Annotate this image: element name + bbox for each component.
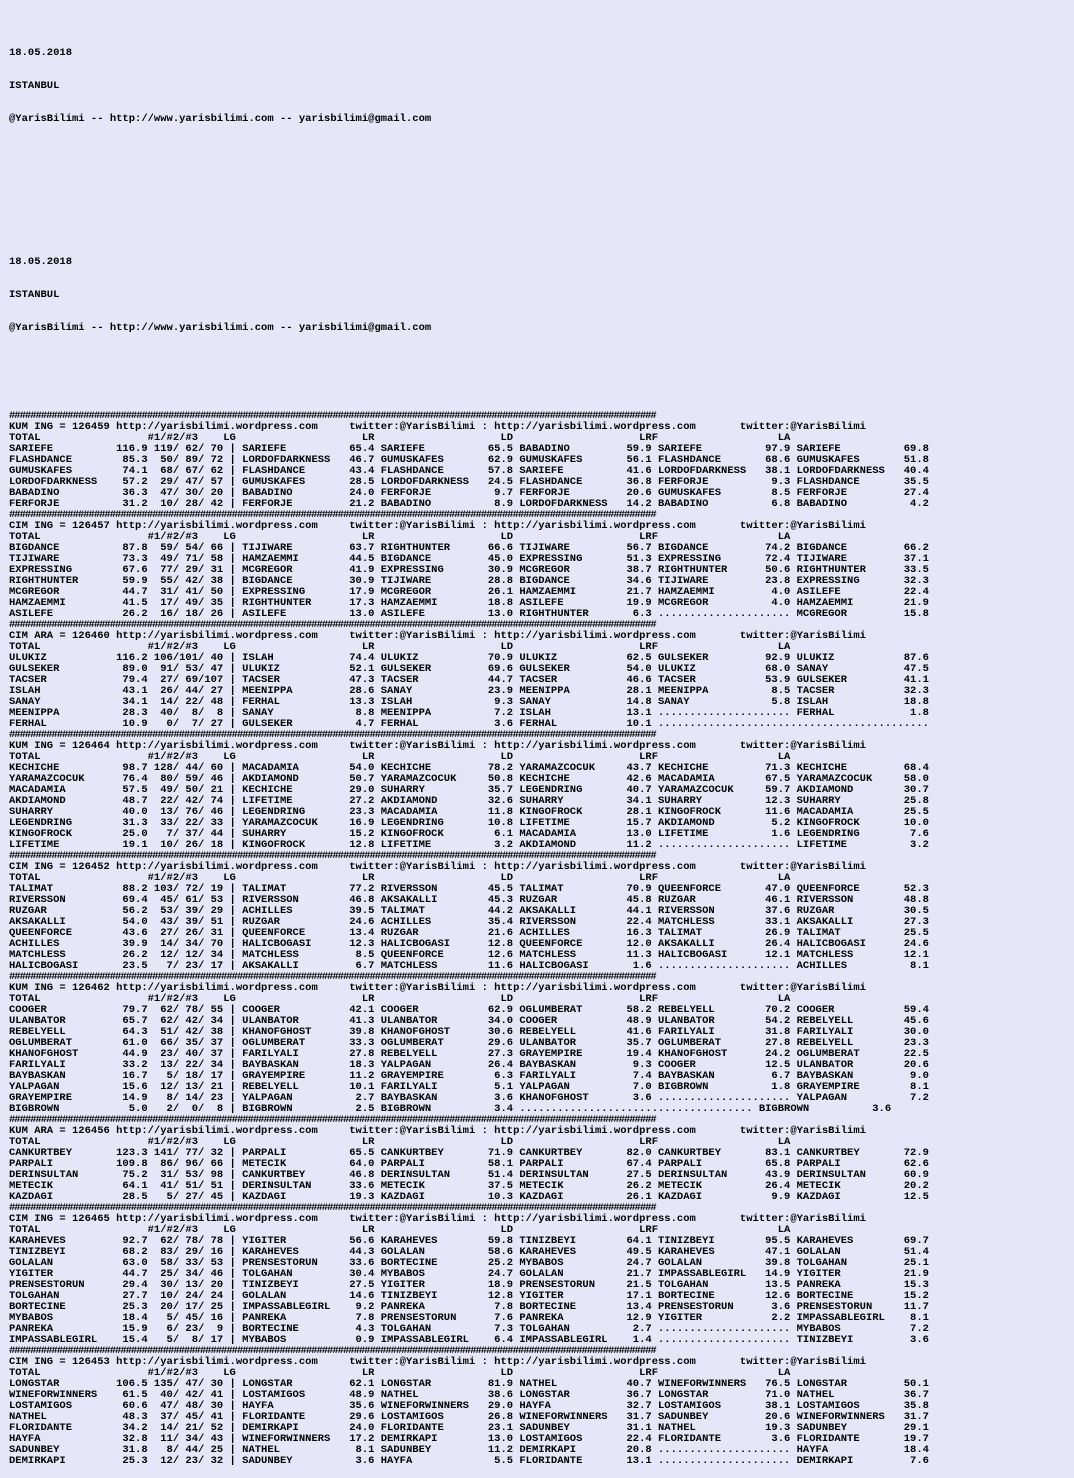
horse-row: LEGENDRING 31.3 33/ 22/ 33 | YARAMAZCOCUK 16.9 LEGENDRING 10.8 LIFETIME 15.7 AKDIAMOND 5.2 KINGOFROCK 10.0 (9, 817, 929, 829)
race-block (9, 1346, 1074, 1467)
horse-row: TIJIWARE 73.3 49/ 71/ 58 | HAMZAEMMI 44.5 BIGDANCE 45.0 EXPRESSING 51.3 EXPRESSING 72.4 TIJIWARE 37.1 (9, 553, 929, 565)
horse-row: YIGITER 44.7 25/ 34/ 46 | TOLGAHAN 30.4 MYBABOS 24.7 GOLALAN 21.7 IMPASSABLEGIRL 14.9 YIGITER 21.9 (9, 1268, 929, 1280)
horse-row: TINIZBEYI 68.2 83/ 29/ 16 | KARAHEVES 44.3 GOLALAN 58.6 KARAHEVES 49.5 KARAHEVES 47.1 GOLALAN 51.4 (9, 1246, 929, 1258)
separator-line: ########################################################################################################################## (9, 971, 656, 983)
race-title: KUM ING = 126464 http://yarisbilimi.wordpress.com twitter:@YarisBilimi : http://yarisbilimi.wordpress.com twitter:@YarisBilimi (9, 740, 866, 752)
horse-row: KAZDAGI 28.5 5/ 27/ 45 | KAZDAGI 19.3 KAZDAGI 10.3 KAZDAGI 26.1 KAZDAGI 9.9 KAZDAGI 12.5 (9, 1191, 929, 1203)
horse-row: HAMZAEMMI 41.5 17/ 49/ 35 | RIGHTHUNTER 17.3 HAMZAEMMI 18.8 ASILEFE 19.9 MCGREGOR 4.0 HAMZAEMMI 21.9 (9, 597, 929, 609)
horse-row: AKDIAMOND 48.7 22/ 42/ 74 | LIFETIME 27.2 AKDIAMOND 32.6 SUHARRY 34.1 SUHARRY 12.3 SUHARRY 25.8 (9, 795, 929, 807)
report-contact: @YarisBilimi -- http://www.yarisbilimi.com -- yarisbilimi@gmail.com (9, 322, 432, 334)
horse-row: SUHARRY 40.0 13/ 76/ 46 | LEGENDRING 23.3 MACADAMIA 11.8 KINGOFROCK 28.1 KINGOFROCK 11.6 MACADAMIA 25.5 (9, 806, 929, 818)
separator-line: ########################################################################################################################## (9, 619, 656, 631)
horse-row: YARAMAZCOCUK 76.4 80/ 59/ 46 | AKDIAMOND 50.7 YARAMAZCOCUK 50.8 KECHICHE 42.6 MACADAMIA 67.5 YARAMAZCOCUK 58.0 (9, 773, 929, 785)
separator-line: ########################################################################################################################## (9, 410, 656, 422)
race-block (9, 972, 1074, 1115)
horse-row: DEMIRKAPI 25.3 12/ 23/ 32 | SADUNBEY 3.6 HAYFA 5.5 FLORIDANTE 13.1 ..................... DEMIRKAPI 7.6 (9, 1455, 929, 1467)
race-title: CIM ING = 126452 http://yarisbilimi.wordpress.com twitter:@YarisBilimi : http://yarisbilimi.wordpress.com twitter:@YarisBilimi (9, 861, 866, 873)
separator-line: ########################################################################################################################## (9, 1345, 656, 1357)
horse-row: NATHEL 48.3 37/ 45/ 41 | FLORIDANTE 29.6 LOSTAMIGOS 26.8 WINEFORWINNERS 31.7 SADUNBEY 20.6 WINEFORWINNERS 31.7 (9, 1411, 929, 1423)
horse-row: IMPASSABLEGIRL 15.4 5/ 8/ 17 | MYBABOS 0.9 IMPASSABLEGIRL 6.4 IMPASSABLEGIRL 1.4 ..................... TINIZBEYI 3.6 (9, 1334, 929, 1346)
horse-row: ISLAH 43.1 26/ 44/ 27 | MEENIPPA 28.6 SANAY 23.9 MEENIPPA 28.1 MEENIPPA 8.5 TACSER 32.3 (9, 685, 929, 697)
race-title: CIM ING = 126453 http://yarisbilimi.wordpress.com twitter:@YarisBilimi : http://yarisbilimi.wordpress.com twitter:@YarisBilimi (9, 1356, 866, 1368)
horse-row: KHANOFGHOST 44.9 23/ 40/ 37 | FARILYALI 27.8 REBELYELL 27.3 GRAYEMPIRE 19.4 KHANOFGHOST 24.2 OGLUMBERAT 22.5 (9, 1048, 929, 1060)
separator-line: ########################################################################################################################## (9, 1202, 656, 1214)
horse-row: MYBABOS 18.4 5/ 45/ 16 | PANREKA 7.8 PRENSESTORUN 7.6 PANREKA 12.9 YIGITER 2.2 IMPASSABLEGIRL 8.1 (9, 1312, 929, 1324)
horse-row: FERHAL 10.9 0/ 7/ 27 | GULSEKER 4.7 FERHAL 3.6 FERHAL 10.1 ........................................... (9, 718, 929, 730)
race-block (9, 730, 1074, 851)
horse-row: COOGER 79.7 62/ 78/ 55 | COOGER 42.1 COOGER 62.9 OGLUMBERAT 58.2 REBELYELL 70.2 COOGER 59.4 (9, 1004, 929, 1016)
horse-row: MACADAMIA 57.5 49/ 50/ 21 | KECHICHE 29.0 SUHARRY 35.7 LEGENDRING 40.7 YARAMAZCOCUK 59.7 AKDIAMOND 30.7 (9, 784, 929, 796)
horse-row: BORTECINE 25.3 20/ 17/ 25 | IMPASSABLEGIRL 9.2 PANREKA 7.8 BORTECINE 13.4 PRENSESTORUN 3.6 PRENSESTORUN 11.7 (9, 1301, 929, 1313)
horse-row: KARAHEVES 92.7 62/ 78/ 78 | YIGITER 56.6 KARAHEVES 59.8 TINIZBEYI 64.1 TINIZBEYI 95.5 KARAHEVES 69.7 (9, 1235, 929, 1247)
horse-row: BIGDANCE 87.8 59/ 54/ 66 | TIJIWARE 63.7 RIGHTHUNTER 66.6 TIJIWARE 56.7 BIGDANCE 74.2 BIGDANCE 66.2 (9, 542, 929, 554)
column-header: TOTAL #1/#2/#3 LG LR LD LRF LA (9, 1136, 791, 1148)
blank-line (9, 169, 1074, 180)
horse-row: SADUNBEY 31.8 8/ 44/ 25 | NATHEL 8.1 SADUNBEY 11.2 DEMIRKAPI 20.8 ..................... HAYFA 18.4 (9, 1444, 929, 1456)
report-city: ISTANBUL (9, 289, 60, 301)
horse-row: FLORIDANTE 34.2 14/ 21/ 52 | DEMIRKAPI 24.0 FLORIDANTE 23.1 SADUNBEY 31.1 NATHEL 19.3 SADUNBEY 29.1 (9, 1422, 929, 1434)
horse-row: MEENIPPA 28.3 40/ 8/ 8 | SANAY 8.8 MEENIPPA 7.2 ISLAH 13.1 ..................... FERHAL 1.8 (9, 707, 929, 719)
horse-row: LOSTAMIGOS 60.6 47/ 48/ 30 | HAYFA 35.6 WINEFORWINNERS 29.0 HAYFA 32.7 LOSTAMIGOS 38.1 LOSTAMIGOS 35.8 (9, 1400, 929, 1412)
header-block-1 (9, 26, 1074, 147)
horse-row: TOLGAHAN 27.7 10/ 24/ 24 | GOLALAN 14.6 TINIZBEYI 12.8 YIGITER 17.1 BORTECINE 12.6 BORTECINE 15.2 (9, 1290, 929, 1302)
race-title: CIM ING = 126457 http://yarisbilimi.wordpress.com twitter:@YarisBilimi : http://yarisbilimi.wordpress.com twitter:@YarisBilimi (9, 520, 866, 532)
blank-line (9, 378, 1074, 389)
horse-row: BAYBASKAN 16.7 5/ 18/ 17 | GRAYEMPIRE 11.2 GRAYEMPIRE 6.3 FARILYALI 7.4 BAYBASKAN 6.7 BAYBASKAN 9.0 (9, 1070, 929, 1082)
horse-row: OGLUMBERAT 61.0 66/ 35/ 37 | OGLUMBERAT 33.3 OGLUMBERAT 29.6 ULANBATOR 35.7 OGLUMBERAT 27.8 REBELYELL 23.3 (9, 1037, 929, 1049)
horse-row: ULANBATOR 65.7 62/ 42/ 34 | ULANBATOR 41.3 ULANBATOR 34.0 COOGER 48.9 ULANBATOR 54.2 REBELYELL 45.6 (9, 1015, 929, 1027)
separator-line: ########################################################################################################################## (9, 1114, 656, 1126)
column-header: TOTAL #1/#2/#3 LG LR LD LRF LA (9, 432, 791, 444)
column-header: TOTAL #1/#2/#3 LG LR LD LRF LA (9, 531, 791, 543)
column-header: TOTAL #1/#2/#3 LG LR LD LRF LA (9, 1367, 791, 1379)
separator-line: ########################################################################################################################## (9, 509, 656, 521)
horse-row: FLASHDANCE 85.3 50/ 89/ 72 | LORDOFDARKNESS 46.7 GUMUSKAFES 62.9 GUMUSKAFES 56.1 FLASHDANCE 68.6 GUMUSKAFES 51.8 (9, 454, 929, 466)
header-block-2 (9, 235, 1074, 356)
race-block (9, 510, 1074, 620)
horse-row: BIGBROWN 5.0 2/ 0/ 8 | BIGBROWN 2.5 BIGBROWN 3.4 ..................................... BIGBROWN 3.6 (9, 1103, 892, 1115)
report-city: ISTANBUL (9, 80, 60, 92)
race-block (9, 411, 1074, 510)
race-blocks (9, 411, 1074, 1467)
horse-row: ULUKIZ 116.2 106/101/ 40 | ISLAH 74.4 ULUKIZ 70.9 ULUKIZ 62.5 GULSEKER 92.9 ULUKIZ 87.6 (9, 652, 929, 664)
race-block (9, 851, 1074, 972)
horse-row: REBELYELL 64.3 51/ 42/ 38 | KHANOFGHOST 39.8 KHANOFGHOST 30.6 REBELYELL 41.6 FARILYALI 31.8 FARILYALI 30.0 (9, 1026, 929, 1038)
column-header: TOTAL #1/#2/#3 LG LR LD LRF LA (9, 993, 791, 1005)
horse-row: RIVERSSON 69.4 45/ 61/ 53 | RIVERSSON 46.8 AKSAKALLI 45.3 RUZGAR 45.8 RUZGAR 46.1 RIVERSSON 48.8 (9, 894, 929, 906)
horse-row: SARIEFE 116.9 119/ 62/ 70 | SARIEFE 65.4 SARIEFE 65.5 BABADINO 59.9 SARIEFE 97.9 SARIEFE 69.8 (9, 443, 929, 455)
horse-row: RIGHTHUNTER 59.9 55/ 42/ 38 | BIGDANCE 30.9 TIJIWARE 28.8 BIGDANCE 34.6 TIJIWARE 23.8 EXPRESSING 32.3 (9, 575, 929, 587)
horse-row: CANKURTBEY 123.3 141/ 77/ 32 | PARPALI 65.5 CANKURTBEY 71.9 CANKURTBEY 82.0 CANKURTBEY 83.1 CANKURTBEY 72.9 (9, 1147, 929, 1159)
horse-row: BABADINO 36.3 47/ 30/ 20 | BABADINO 24.0 FERFORJE 9.7 FERFORJE 20.6 GUMUSKAFES 8.5 FERFORJE 27.4 (9, 487, 929, 499)
race-title: KUM ING = 126462 http://yarisbilimi.wordpress.com twitter:@YarisBilimi : http://yarisbilimi.wordpress.com twitter:@YarisBilimi (9, 982, 866, 994)
separator-line: ########################################################################################################################## (9, 850, 656, 862)
race-block (9, 620, 1074, 730)
race-title: KUM ARA = 126456 http://yarisbilimi.wordpress.com twitter:@YarisBilimi : http://yarisbilimi.wordpress.com twitter:@YarisBilimi (9, 1125, 866, 1137)
report-date: 18.05.2018 (9, 256, 73, 268)
horse-row: KINGOFROCK 25.0 7/ 37/ 44 | SUHARRY 15.2 KINGOFROCK 6.1 MACADAMIA 13.0 LIFETIME 1.6 LEGENDRING 7.6 (9, 828, 929, 840)
separator-line: ########################################################################################################################## (9, 729, 656, 741)
horse-row: LIFETIME 19.1 10/ 26/ 18 | KINGOFROCK 12.8 LIFETIME 3.2 AKDIAMOND 11.2 ..................... LIFETIME 3.2 (9, 839, 929, 851)
horse-row: PARPALI 109.8 86/ 96/ 66 | METECIK 64.0 PARPALI 58.1 PARPALI 67.4 PARPALI 65.8 PARPALI 62.6 (9, 1158, 929, 1170)
race-block (9, 1115, 1074, 1203)
column-header: TOTAL #1/#2/#3 LG LR LD LRF LA (9, 641, 791, 653)
horse-row: LORDOFDARKNESS 57.2 29/ 47/ 57 | GUMUSKAFES 28.5 LORDOFDARKNESS 24.5 FLASHDANCE 36.8 FERFORJE 9.3 FLASHDANCE 35.5 (9, 476, 929, 488)
report-contact: @YarisBilimi -- http://www.yarisbilimi.com -- yarisbilimi@gmail.com (9, 113, 432, 125)
horse-row: DERINSULTAN 75.2 31/ 53/ 98 | CANKURTBEY 46.8 DERINSULTAN 51.4 DERINSULTAN 27.5 DERINSULTAN 43.9 DERINSULTAN 60.9 (9, 1169, 929, 1181)
horse-row: FERFORJE 31.2 10/ 28/ 42 | FERFORJE 21.2 BABADINO 8.9 LORDOFDARKNESS 14.2 BABADINO 6.8 BABADINO 4.2 (9, 498, 929, 510)
horse-row: GUMUSKAFES 74.1 68/ 67/ 62 | FLASHDANCE 43.4 FLASHDANCE 57.8 SARIEFE 41.6 LORDOFDARKNESS 38.1 LORDOFDARKNESS 40.4 (9, 465, 929, 477)
horse-row: EXPRESSING 67.6 77/ 29/ 31 | MCGREGOR 41.9 EXPRESSING 30.9 MCGREGOR 38.7 RIGHTHUNTER 50.6 RIGHTHUNTER 33.5 (9, 564, 929, 576)
horse-row: QUEENFORCE 43.6 27/ 26/ 31 | QUEENFORCE 13.4 RUZGAR 21.6 ACHILLES 16.3 TALIMAT 26.9 TALIMAT 25.5 (9, 927, 929, 939)
column-header: TOTAL #1/#2/#3 LG LR LD LRF LA (9, 1224, 791, 1236)
horse-row: PANREKA 15.9 6/ 23/ 9 | BORTECINE 4.3 TOLGAHAN 7.3 TOLGAHAN 2.7 ..................... MYBABOS 7.2 (9, 1323, 929, 1335)
column-header: TOTAL #1/#2/#3 LG LR LD LRF LA (9, 872, 791, 884)
race-title: KUM ING = 126459 http://yarisbilimi.wordpress.com twitter:@YarisBilimi : http://yarisbilimi.wordpress.com twitter:@YarisBilimi (9, 421, 866, 433)
horse-row: MCGREGOR 44.7 31/ 41/ 50 | EXPRESSING 17.9 MCGREGOR 26.1 HAMZAEMMI 21.7 HAMZAEMMI 4.0 ASILEFE 22.4 (9, 586, 929, 598)
race-block (9, 1203, 1074, 1346)
horse-row: METECIK 64.1 41/ 51/ 51 | DERINSULTAN 33.6 METECIK 37.5 METECIK 26.2 METECIK 26.4 METECIK 20.2 (9, 1180, 929, 1192)
horse-row: TALIMAT 88.2 103/ 72/ 19 | TALIMAT 77.2 RIVERSSON 45.5 TALIMAT 70.9 QUEENFORCE 47.0 QUEENFORCE 52.3 (9, 883, 929, 895)
horse-row: LONGSTAR 106.5 135/ 47/ 30 | LONGSTAR 62.1 LONGSTAR 81.9 NATHEL 40.7 WINEFORWINNERS 76.5 LONGSTAR 50.1 (9, 1378, 929, 1390)
horse-row: GULSEKER 89.0 91/ 53/ 47 | ULUKIZ 52.1 GULSEKER 69.6 GULSEKER 54.0 ULUKIZ 68.0 SANAY 47.5 (9, 663, 929, 675)
horse-row: ASILEFE 26.2 16/ 18/ 26 | ASILEFE 13.0 ASILEFE 13.0 RIGHTHUNTER 6.3 ..................... MCGREGOR 15.8 (9, 608, 929, 620)
horse-row: YALPAGAN 15.6 12/ 13/ 21 | REBELYELL 10.1 FARILYALI 5.1 YALPAGAN 7.0 BIGBROWN 1.8 GRAYEMPIRE 8.1 (9, 1081, 929, 1093)
horse-row: GRAYEMPIRE 14.9 8/ 14/ 23 | YALPAGAN 2.7 BAYBASKAN 3.6 KHANOFGHOST 3.6 ..................... YALPAGAN 7.2 (9, 1092, 929, 1104)
horse-row: WINEFORWINNERS 61.5 40/ 42/ 41 | LOSTAMIGOS 48.9 NATHEL 38.6 LONGSTAR 36.7 LONGSTAR 71.0 NATHEL 36.7 (9, 1389, 929, 1401)
horse-row: PRENSESTORUN 29.4 30/ 13/ 20 | TINIZBEYI 27.5 YIGITER 18.9 PRENSESTORUN 21.5 TOLGAHAN 13.5 PANREKA 15.3 (9, 1279, 929, 1291)
horse-row: RUZGAR 56.2 53/ 39/ 29 | ACHILLES 39.5 TALIMAT 44.2 AKSAKALLI 44.1 RIVERSSON 37.6 RUZGAR 30.5 (9, 905, 929, 917)
horse-row: ACHILLES 39.9 14/ 34/ 70 | HALICBOGASI 12.3 HALICBOGASI 12.8 QUEENFORCE 12.0 AKSAKALLI 26.4 HALICBOGASI 24.6 (9, 938, 929, 950)
horse-row: AKSAKALLI 54.0 43/ 39/ 51 | RUZGAR 24.6 ACHILLES 35.4 RIVERSSON 22.4 MATCHLESS 33.1 AKSAKALLI 27.3 (9, 916, 929, 928)
race-title: CIM ARA = 126460 http://yarisbilimi.wordpress.com twitter:@YarisBilimi : http://yarisbilimi.wordpress.com twitter:@YarisBilimi (9, 630, 866, 642)
horse-row: SANAY 34.1 14/ 22/ 48 | FERHAL 13.3 ISLAH 9.3 SANAY 14.8 SANAY 5.8 ISLAH 18.8 (9, 696, 929, 708)
horse-row: FARILYALI 33.2 13/ 22/ 34 | BAYBASKAN 18.3 YALPAGAN 26.4 BAYBASKAN 9.3 COOGER 12.5 ULANBATOR 20.6 (9, 1059, 929, 1071)
horse-row: KECHICHE 98.7 128/ 44/ 60 | MACADAMIA 54.0 KECHICHE 78.2 YARAMAZCOCUK 43.7 KECHICHE 71.3 KECHICHE 68.4 (9, 762, 929, 774)
horse-row: MATCHLESS 26.2 12/ 12/ 34 | MATCHLESS 8.5 QUEENFORCE 12.6 MATCHLESS 11.3 HALICBOGASI 12.1 MATCHLESS 12.1 (9, 949, 929, 961)
horse-row: TACSER 79.4 27/ 69/107 | TACSER 47.3 TACSER 44.7 TACSER 46.6 TACSER 53.9 GULSEKER 41.1 (9, 674, 929, 686)
blank-line (9, 202, 1074, 213)
race-title: CIM ING = 126465 http://yarisbilimi.wordpress.com twitter:@YarisBilimi : http://yarisbilimi.wordpress.com twitter:@YarisBilimi (9, 1213, 866, 1225)
report-date: 18.05.2018 (9, 47, 73, 59)
column-header: TOTAL #1/#2/#3 LG LR LD LRF LA (9, 751, 791, 763)
horse-row: HALICBOGASI 23.5 7/ 23/ 17 | AKSAKALLI 6.7 MATCHLESS 11.6 HALICBOGASI 1.6 ..................... ACHILLES 8.1 (9, 960, 929, 972)
horse-row: GOLALAN 63.0 58/ 33/ 53 | PRENSESTORUN 33.6 BORTECINE 25.2 MYBABOS 24.7 GOLALAN 39.8 TOLGAHAN 25.1 (9, 1257, 929, 1269)
horse-row: HAYFA 32.8 11/ 34/ 43 | WINEFORWINNERS 17.2 DEMIRKAPI 13.0 LOSTAMIGOS 22.4 FLORIDANTE 3.6 FLORIDANTE 19.7 (9, 1433, 929, 1445)
